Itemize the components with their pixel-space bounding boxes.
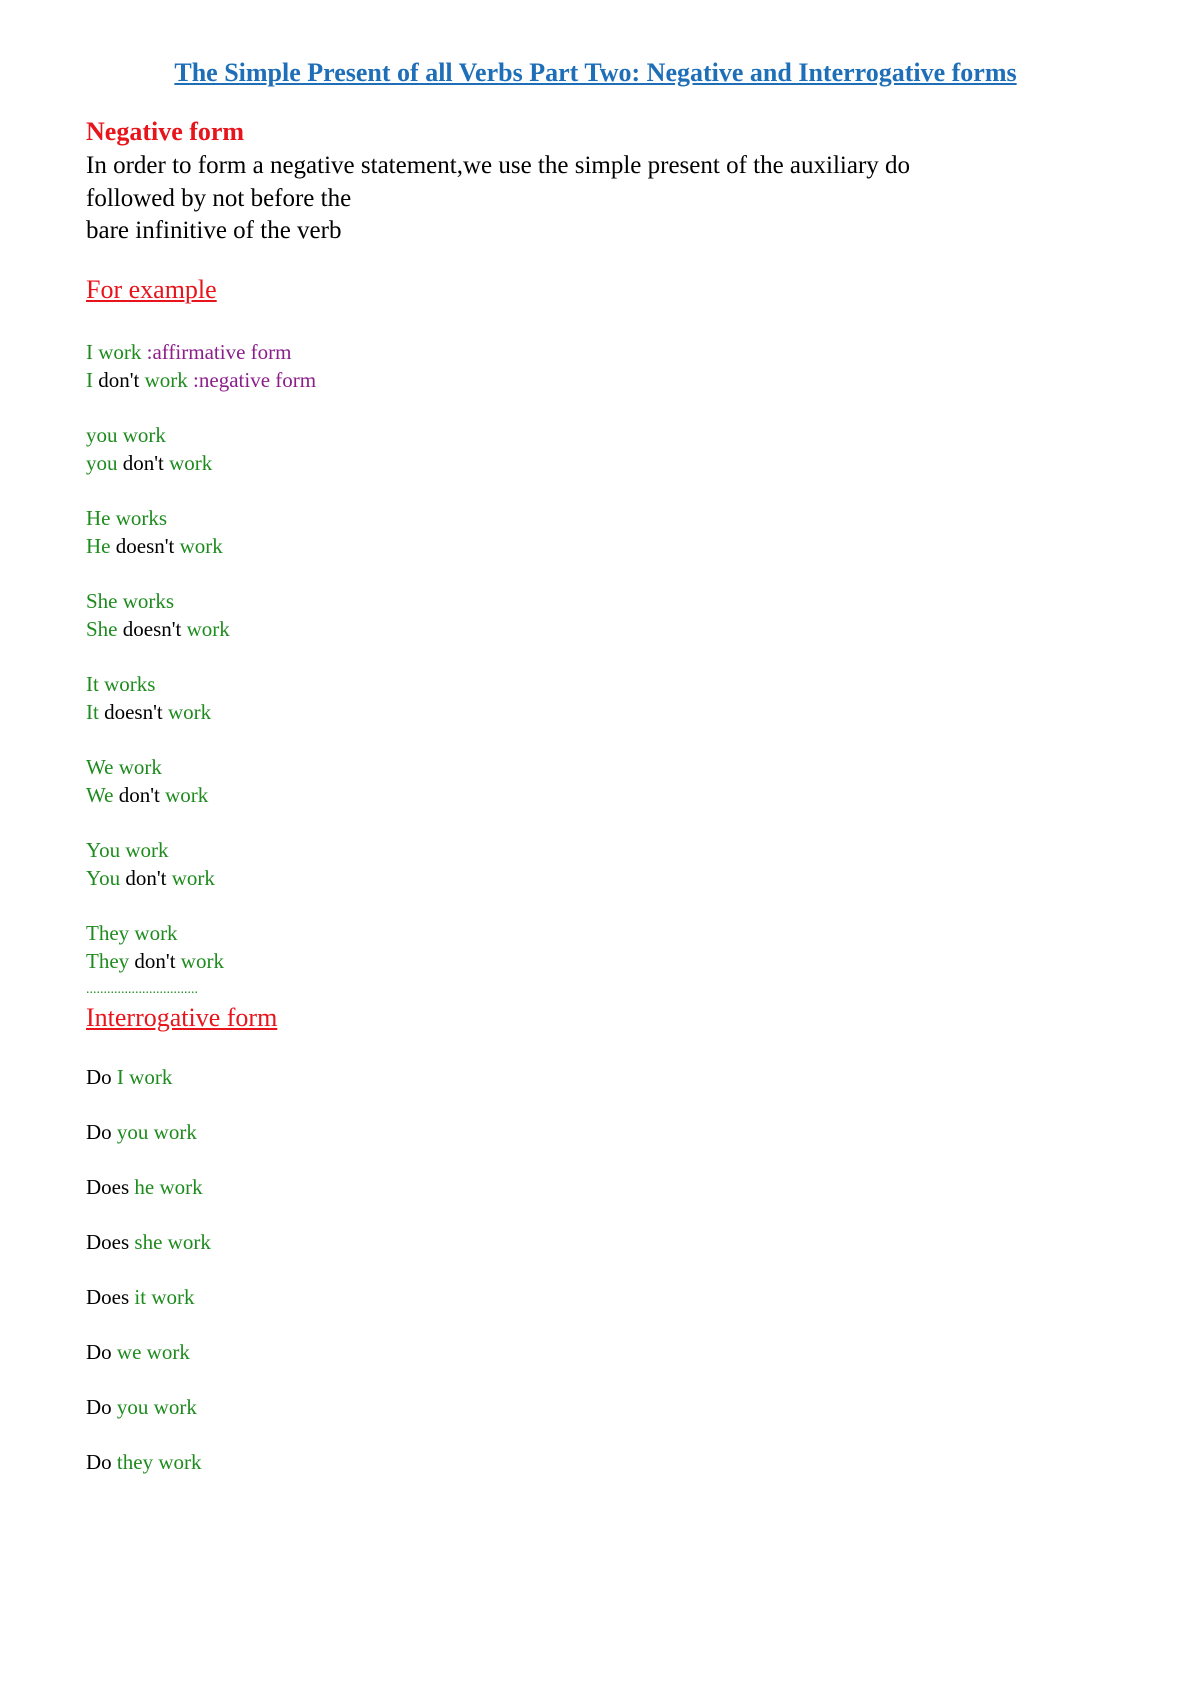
negative-line xyxy=(86,532,223,560)
text-segment: Do xyxy=(86,1450,117,1474)
example-pair xyxy=(86,753,208,809)
affirmative-line xyxy=(86,670,211,698)
text-segment: Do xyxy=(86,1395,117,1419)
text-segment: he work xyxy=(134,1175,203,1199)
affirmative-line xyxy=(86,753,208,781)
for-example-heading: For example xyxy=(86,275,217,304)
text-segment: work xyxy=(169,451,213,475)
question-item xyxy=(86,1228,211,1256)
question-line xyxy=(86,1228,211,1256)
text-segment: don't xyxy=(118,783,166,807)
affirmative-line xyxy=(86,836,215,864)
example-pair xyxy=(86,504,223,560)
example-pair xyxy=(86,587,230,643)
text-segment: you work xyxy=(86,423,166,447)
text-segment: work xyxy=(186,617,230,641)
text-segment: work xyxy=(179,534,223,558)
affirmative-line xyxy=(86,587,230,615)
page-title: The Simple Present of all Verbs Part Two: Negative and Interrogative forms xyxy=(174,58,1017,87)
intro-line: followed by not before the xyxy=(86,184,352,212)
text-segment: you xyxy=(86,451,123,475)
affirmative-line xyxy=(86,919,224,947)
text-segment: Do xyxy=(86,1065,117,1089)
text-segment: work xyxy=(165,783,209,807)
text-segment: Do xyxy=(86,1120,117,1144)
text-segment: doesn't xyxy=(104,700,168,724)
text-segment: He xyxy=(86,534,116,558)
negative-line xyxy=(86,698,211,726)
text-segment: We xyxy=(86,783,119,807)
text-segment: Does xyxy=(86,1285,135,1309)
intro-line: bare infinitive of the verb xyxy=(86,217,342,244)
text-segment: you work xyxy=(116,1395,197,1419)
affirmative-line xyxy=(86,338,316,366)
question-line xyxy=(86,1393,197,1421)
text-segment: don't xyxy=(122,451,170,475)
negative-line xyxy=(86,781,208,809)
text-segment: work xyxy=(171,866,215,890)
question-line xyxy=(86,1283,195,1311)
question-item xyxy=(86,1448,202,1476)
text-segment: I work xyxy=(86,340,147,364)
question-line xyxy=(86,1063,172,1091)
text-segment: You work xyxy=(86,838,169,862)
separator-dots: ................................ xyxy=(86,982,198,997)
question-item xyxy=(86,1173,203,1201)
text-segment: :affirmative form xyxy=(146,340,292,364)
text-segment: work xyxy=(144,368,194,392)
text-segment: You xyxy=(86,866,126,890)
affirmative-line xyxy=(86,504,223,532)
text-segment: We work xyxy=(86,755,162,779)
text-segment: she work xyxy=(134,1230,211,1254)
text-segment: She xyxy=(86,617,123,641)
text-segment: don't xyxy=(125,866,172,890)
example-pair xyxy=(86,836,215,892)
negative-line xyxy=(86,864,215,892)
text-segment: doesn't xyxy=(115,534,180,558)
text-segment: I xyxy=(86,368,99,392)
text-segment: it work xyxy=(134,1285,195,1309)
affirmative-line xyxy=(86,421,212,449)
negative-line xyxy=(86,449,212,477)
text-segment: He works xyxy=(86,506,168,530)
negative-line xyxy=(86,615,230,643)
question-item xyxy=(86,1393,197,1421)
text-segment: you work xyxy=(116,1120,197,1144)
text-segment: It works xyxy=(86,672,156,696)
question-item xyxy=(86,1118,197,1146)
text-segment: They xyxy=(86,949,135,973)
question-item xyxy=(86,1063,172,1091)
text-segment: work xyxy=(167,700,212,724)
question-line xyxy=(86,1173,203,1201)
text-segment: work xyxy=(180,949,224,973)
text-segment: don't xyxy=(134,949,181,973)
question-item xyxy=(86,1283,195,1311)
negative-line xyxy=(86,947,224,975)
text-segment: They work xyxy=(86,921,178,945)
question-line xyxy=(86,1118,197,1146)
intro-line: In order to form a negative statement,we use the simple present of the auxiliary do xyxy=(86,152,911,179)
intro-paragraph xyxy=(86,150,910,248)
text-segment: don't xyxy=(98,368,145,392)
example-pair xyxy=(86,421,212,477)
example-pair xyxy=(86,670,211,726)
negative-line xyxy=(86,366,316,394)
question-line xyxy=(86,1448,202,1476)
text-segment: we work xyxy=(116,1340,190,1364)
example-pair xyxy=(86,338,316,394)
text-segment: She works xyxy=(86,589,175,613)
text-segment: Does xyxy=(86,1175,135,1199)
text-segment: they work xyxy=(116,1450,202,1474)
text-segment: Does xyxy=(86,1230,135,1254)
text-segment: It xyxy=(86,700,105,724)
text-segment: I work xyxy=(116,1065,173,1089)
negative-form-heading: Negative form xyxy=(86,117,245,146)
question-item xyxy=(86,1338,190,1366)
text-segment: Do xyxy=(86,1340,117,1364)
question-line xyxy=(86,1338,190,1366)
text-segment: :negative form xyxy=(193,368,317,392)
text-segment: doesn't xyxy=(122,617,187,641)
example-pair xyxy=(86,919,224,975)
interrogative-form-heading: Interrogative form xyxy=(86,1003,278,1032)
